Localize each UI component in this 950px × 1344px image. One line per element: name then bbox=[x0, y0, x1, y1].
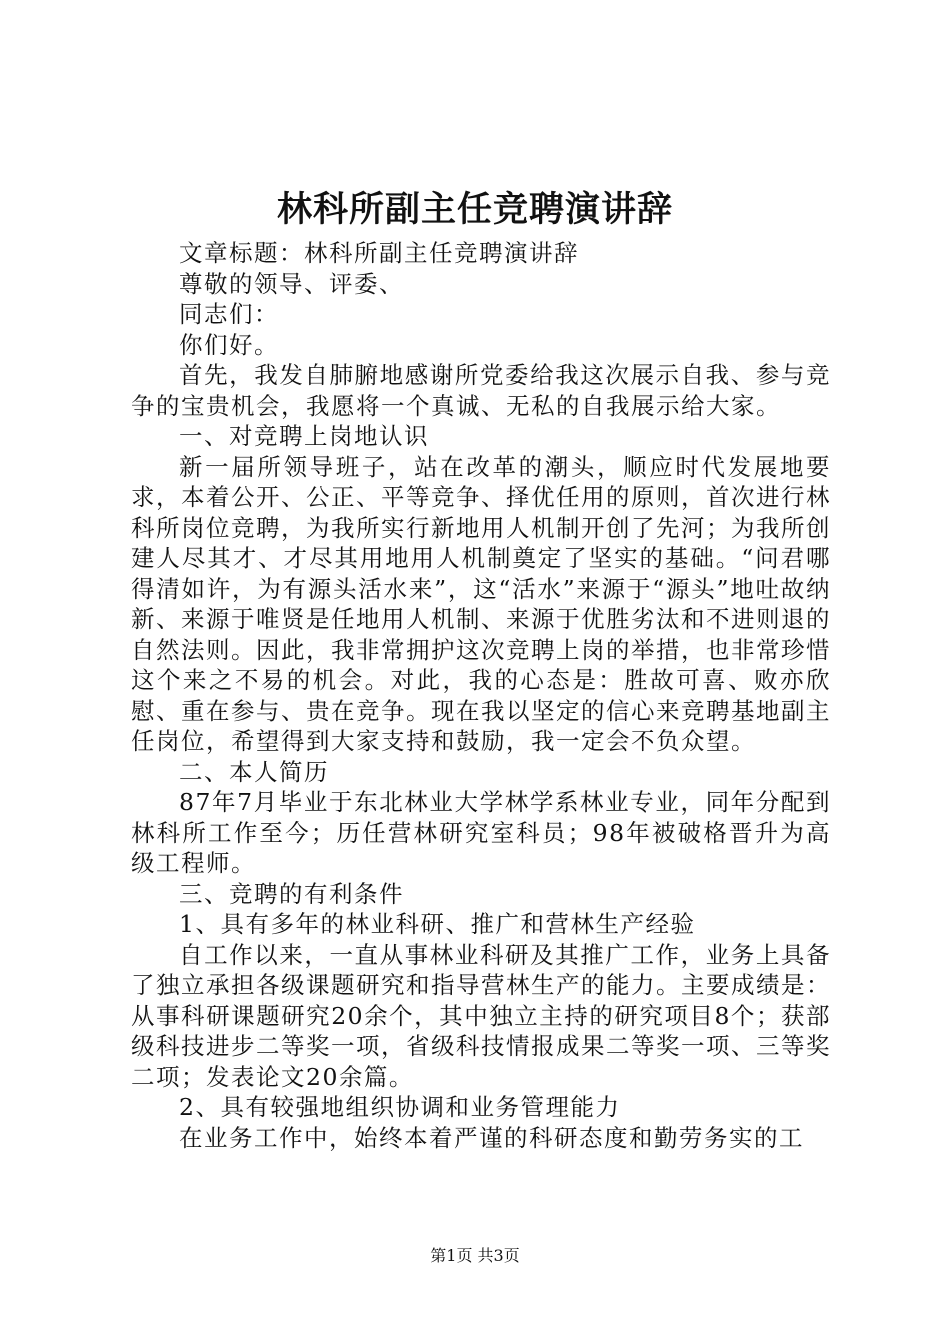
subheading-2: 2、具有较强地组织协调和业务管理能力 bbox=[179, 1093, 621, 1121]
section-heading-1: 一、对竞聘上岗地认识 bbox=[179, 422, 429, 450]
paragraph-thanks: 首先，我发自肺腑地感谢所党委给我这次展示自我、参与竞争的宝贵机会，我愿将一个真诚、无私的自我展示给大家。 bbox=[131, 361, 831, 420]
section-heading-2: 二、本人简历 bbox=[179, 757, 329, 786]
paragraph-resume: 87年7月毕业于东北林业大学林学系林业专业，同年分配到林科所工作至今；历任营林研究室科员；98年被破格晋升为高级工程师。 bbox=[131, 788, 831, 877]
paragraph-greeting: 你们好。 bbox=[179, 330, 279, 359]
document-body bbox=[131, 238, 831, 1153]
page-footer: 第1页 共3页 bbox=[430, 1246, 520, 1265]
paragraph-salutation: 尊敬的领导、评委、 bbox=[179, 269, 404, 298]
subheading-1: 1、具有多年的林业科研、推广和营林生产经验 bbox=[179, 910, 696, 938]
paragraph-article-title: 文章标题：林科所副主任竞聘演讲辞 bbox=[179, 239, 579, 267]
section-heading-3: 三、竞聘的有利条件 bbox=[179, 879, 404, 908]
paragraph-salutation-comrades: 同志们： bbox=[179, 300, 279, 328]
document-title: 林科所副主任竞聘演讲辞 bbox=[276, 189, 673, 230]
paragraph-understanding: 新一届所领导班子，站在改革的潮头，顺应时代发展地要求，本着公开、公正、平等竞争、择优任用的原则，首次进行林科所岗位竞聘，为我所实行新地用人机制开创了先河；为我所创建人尽其才、才尽其用地用人机制奠定了坚实的基础。“问君哪得清如许，为有源头活水来”，这“活水”来源于“源头”地吐故纳新、来源于唯贤是任地用人机制、来源于优胜劣汰和不进则退的自然法则。因此，我非常拥护这次竞聘上岗的举措，也非常珍惜这个来之不易的机会。对此，我的心态是：胜故可喜、败亦欣慰、重在参与、贵在竞争。现在我以坚定的信心来竞聘基地副主任岗位，希望得到大家支持和鼓励，我一定会不负众望。 bbox=[131, 452, 831, 755]
paragraph-management: 在业务工作中，始终本着严谨的科研态度和勤劳务实的工 bbox=[179, 1123, 804, 1152]
paragraph-experience: 自工作以来，一直从事林业科研及其推广工作，业务上具备了独立承担各级课题研究和指导营林生产的能力。主要成绩是：从事科研课题研究20余个，其中独立主持的研究项目8个；获部级科技进步二等奖一项，省级科技情报成果二等奖一项、三等奖二项；发表论文20余篇。 bbox=[131, 940, 831, 1091]
